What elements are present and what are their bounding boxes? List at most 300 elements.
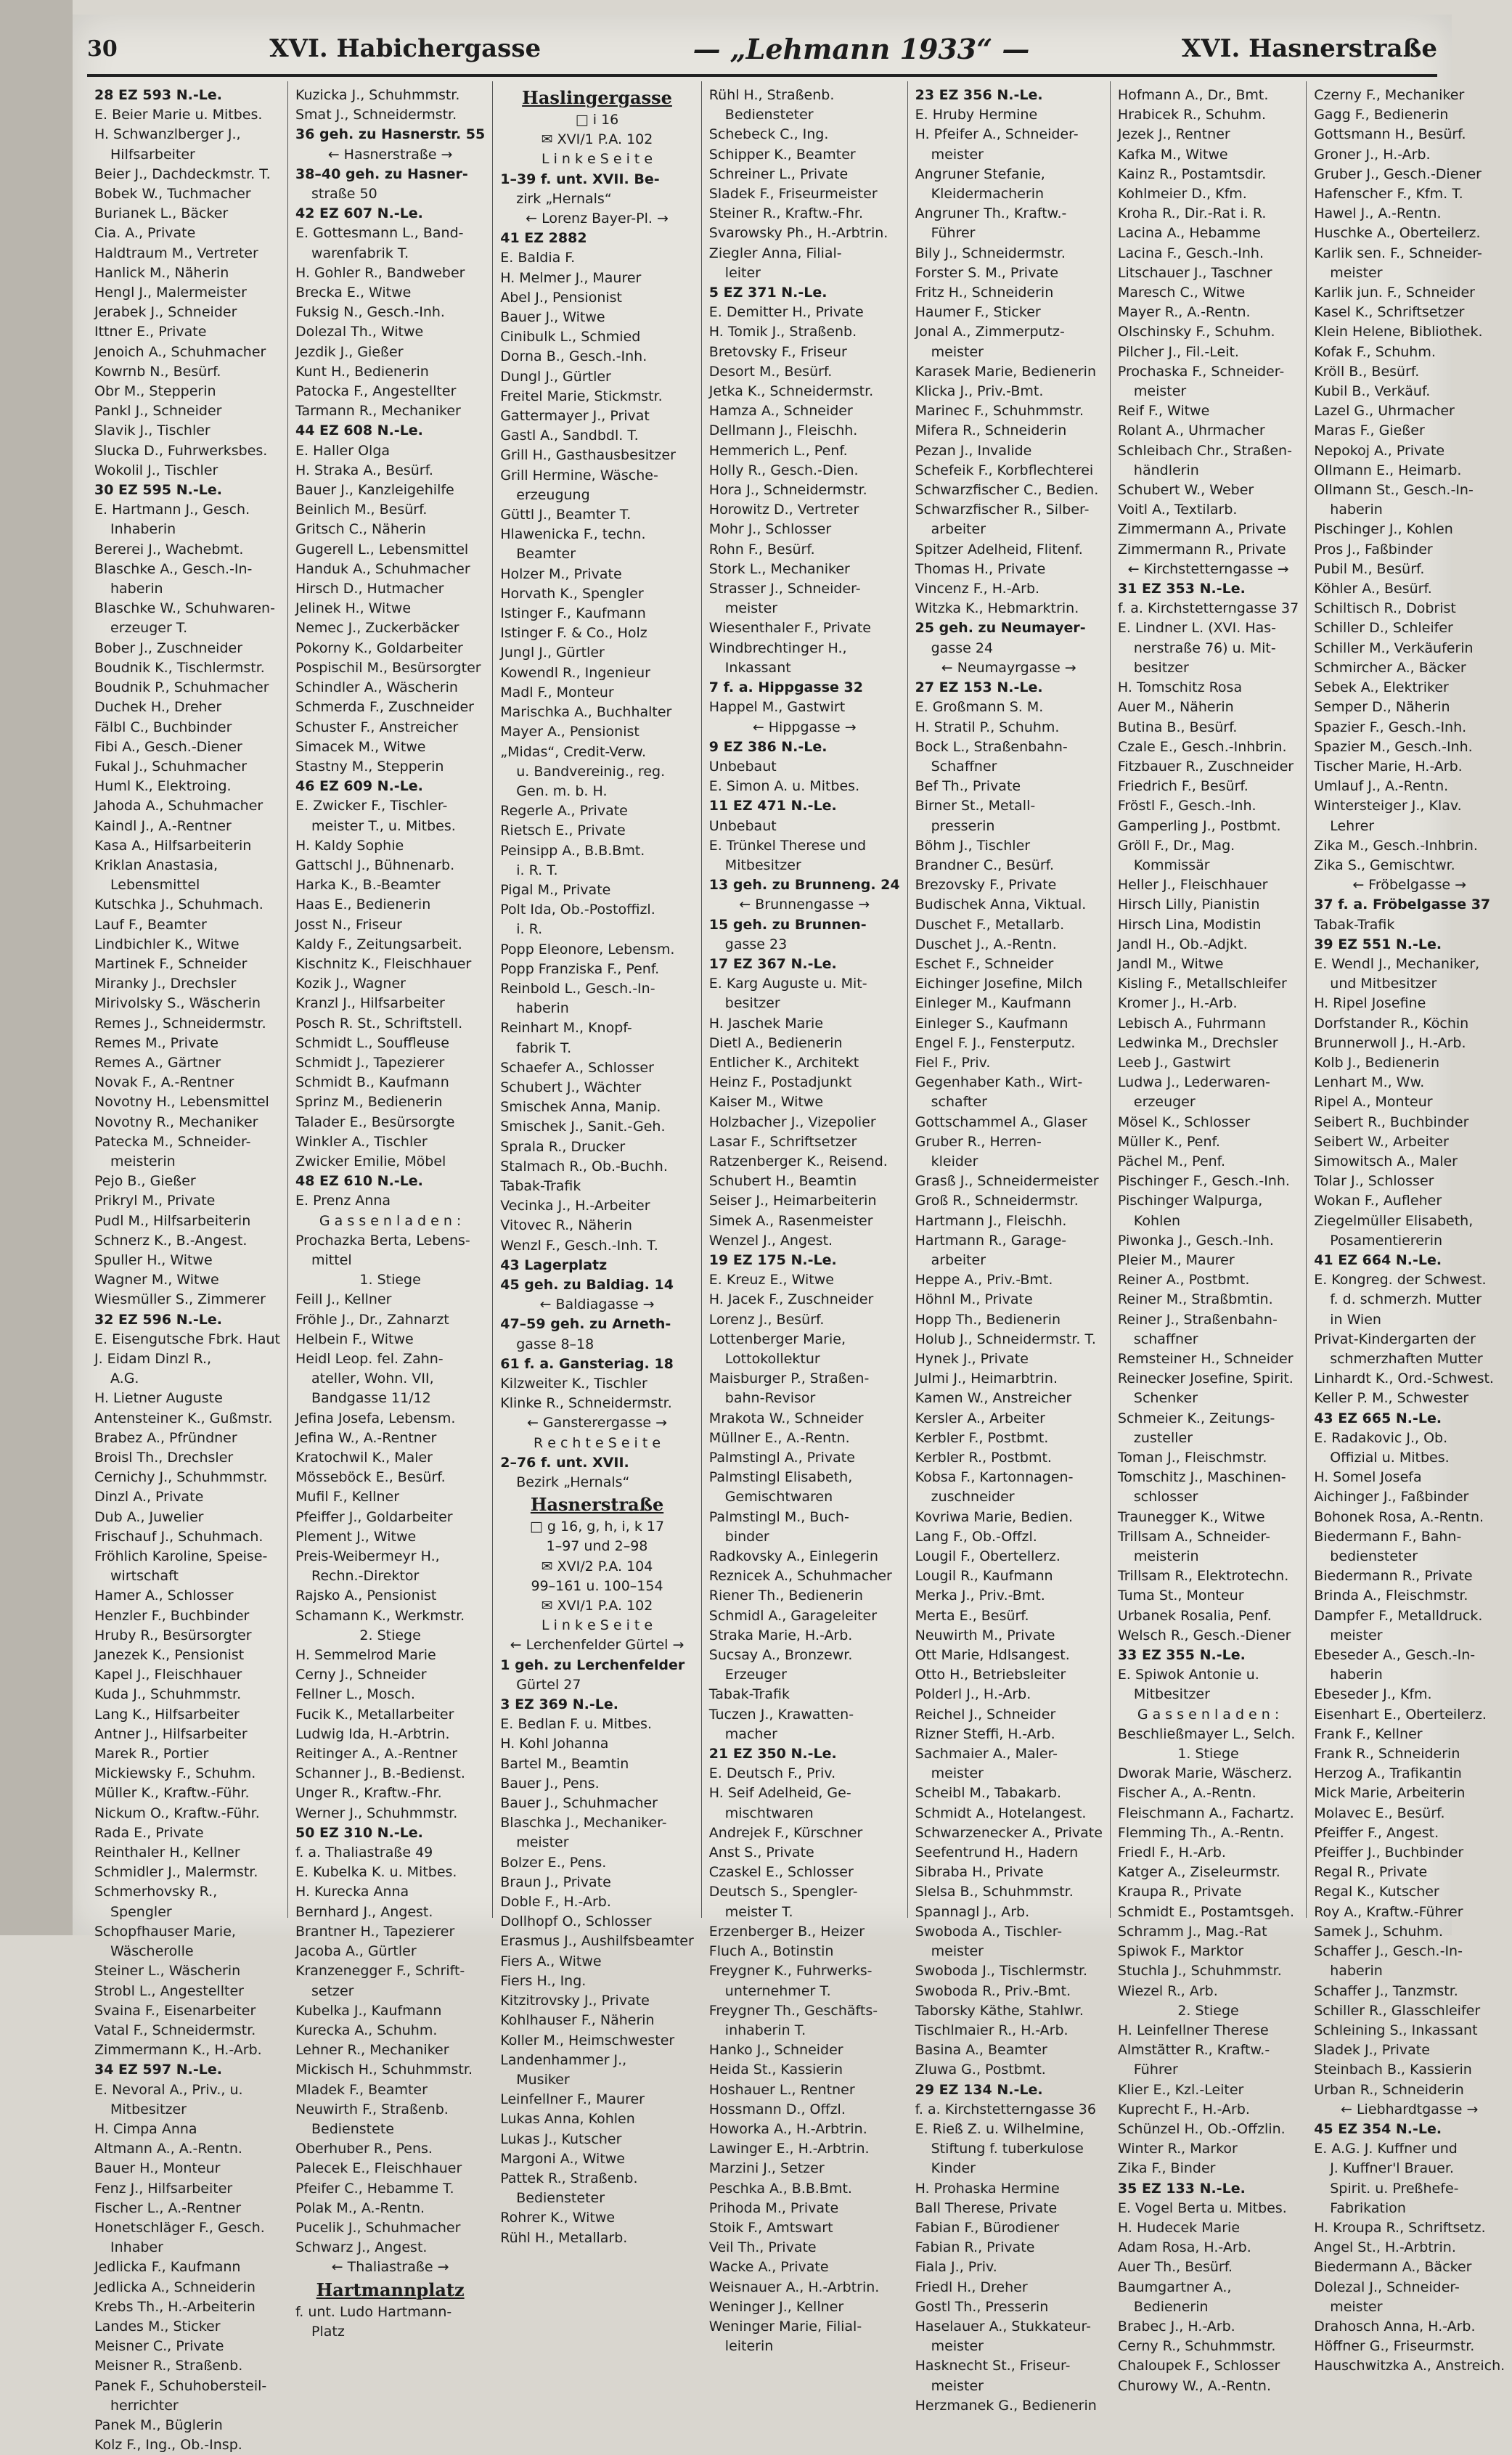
directory-entry: Biedermann A., Bäcker xyxy=(1314,2259,1472,2276)
house-number-entry: 46 EZ 609 N.-Le. xyxy=(295,778,423,795)
directory-entry: Spiwok F., Marktor xyxy=(1117,1943,1244,1960)
directory-entry: H. Stratil P., Schuhm. xyxy=(915,719,1060,735)
directory-entry: Jefina Josefa, Lebensm. xyxy=(295,1410,456,1426)
directory-entry: Mifera R., Schneiderin xyxy=(915,422,1067,439)
directory-entry: Beinlich M., Besürf. xyxy=(295,502,428,518)
directory-entry: Mick Marie, Arbeiterin xyxy=(1314,1785,1466,1802)
house-number-entry: 39 EZ 551 N.-Le. xyxy=(1314,936,1442,952)
directory-entry: Boudnik P., Schuhmacher xyxy=(94,679,269,696)
directory-entry: Kunt H., Bedienerin xyxy=(295,363,429,380)
directory-entry: zusteller xyxy=(1133,1429,1193,1446)
house-number-entry: 61 f. a. Gansteriag. 18 xyxy=(500,1355,674,1372)
house-number-entry: 9 EZ 386 N.-Le. xyxy=(708,738,827,755)
directory-entry: meister xyxy=(1330,264,1383,281)
directory-entry: meister xyxy=(931,1943,984,1960)
directory-entry: Brabec J., H.-Arb. xyxy=(1117,2318,1235,2335)
directory-entry: Führer xyxy=(931,225,976,242)
directory-entry: Hrabicek R., Schuhm. xyxy=(1117,107,1266,123)
left-running-title: XVI. Habichergasse xyxy=(269,34,542,63)
directory-entry: Merka J., Priv.-Bmt. xyxy=(915,1588,1045,1604)
section-label: ← Fröbelgasse → xyxy=(1352,877,1467,894)
directory-entry: Lasar F., Schriftsetzer xyxy=(708,1133,857,1150)
directory-entry: Butina B., Besürf. xyxy=(1117,719,1238,735)
directory-entry: Bobek W., Tuchmacher xyxy=(94,186,251,203)
directory-entry: Stoik F., Amtswart xyxy=(708,2219,833,2236)
directory-entry: Rühl H., Straßenb. xyxy=(708,87,835,103)
directory-entry: Reitinger A., A.-Rentner xyxy=(295,1746,458,1762)
directory-entry: Fiala J., Priv. xyxy=(915,2259,997,2276)
directory-entry: E. Demitter H., Private xyxy=(708,304,864,321)
directory-entry: Fröstl F., Gesch.-Inh. xyxy=(1117,798,1256,814)
section-label: G a s s e n l a d e n : xyxy=(319,1212,462,1229)
directory-entry: Deutsch S., Spengler- xyxy=(708,1884,858,1900)
directory-entry: E. Vogel Berta u. Mitbes. xyxy=(1117,2199,1287,2216)
directory-entry: arbeiter xyxy=(931,521,986,538)
directory-column xyxy=(908,81,1111,2414)
directory-entry: Patecka M., Schneider- xyxy=(94,1133,251,1150)
section-label: ← Gansterergasse → xyxy=(526,1415,668,1431)
directory-entry: Tabak-Trafik xyxy=(708,1686,790,1703)
directory-entry: Budischek Anna, Viktual. xyxy=(915,896,1087,913)
directory-entry: Bedienstete xyxy=(311,2120,394,2137)
directory-entry: E. Hruby Hermine xyxy=(915,107,1038,123)
directory-entry: Vecinka J., H.-Arbeiter xyxy=(500,1198,650,1214)
directory-entry: Rajsko A., Pensionist xyxy=(295,1588,437,1604)
directory-entry: f. d. schmerzh. Mutter xyxy=(1330,1291,1482,1308)
directory-entry: Fabian R., Private xyxy=(915,2239,1035,2256)
house-number-entry: 1–39 f. unt. XVII. Be- xyxy=(500,171,660,187)
directory-entry: Wiezel R., Arb. xyxy=(1117,1982,1218,1999)
directory-entry: Schreiner L., Private xyxy=(708,166,849,182)
house-number-entry: 42 EZ 607 N.-Le. xyxy=(295,205,423,222)
directory-entry: Prochazka Berta, Lebens- xyxy=(295,1232,470,1249)
directory-entry: Fellner L., Mosch. xyxy=(295,1686,415,1703)
directory-entry: Anst S., Private xyxy=(708,1845,814,1861)
directory-entry: Zika S., Gemischtwr. xyxy=(1314,857,1455,873)
directory-entry: Kranzl J., Hilfsarbeiter xyxy=(295,995,445,1012)
directory-entry: H. Kohl Johanna xyxy=(500,1736,609,1752)
directory-entry: E. Zwicker F., Tischler- xyxy=(295,798,448,814)
directory-entry: Ebeseder J., Kfm. xyxy=(1314,1686,1432,1703)
house-number-entry: 19 EZ 175 N.-Le. xyxy=(708,1251,837,1268)
directory-entry: Müller K., Penf. xyxy=(1117,1133,1220,1150)
directory-entry: Leinfellner F., Maurer xyxy=(500,2091,645,2108)
directory-entry: Smischek J., Sanit.-Geh. xyxy=(500,1119,666,1135)
directory-entry: Thomas H., Private xyxy=(915,560,1046,577)
directory-entry: Pattek R., Straßenb. xyxy=(500,2170,638,2186)
directory-entry: H. Somel Josefa xyxy=(1314,1469,1422,1486)
directory-entry: Nickum O., Kraftw.-Führ. xyxy=(94,1805,260,1821)
directory-entry: Hawel J., A.-Rentn. xyxy=(1314,205,1442,222)
directory-entry: Gritsch C., Näherin xyxy=(295,521,426,538)
directory-entry: Ittner E., Private xyxy=(94,324,207,340)
directory-entry: Sibraba H., Private xyxy=(915,1864,1044,1881)
directory-entry: Schubert J., Wächter xyxy=(500,1079,642,1095)
directory-entry: Drahosch Anna, H.-Arb. xyxy=(1314,2318,1476,2335)
directory-entry: Rietsch E., Private xyxy=(500,822,626,839)
directory-entry: Vitovec R., Näherin xyxy=(500,1217,632,1234)
directory-entry: Horvath K., Spengler xyxy=(500,585,644,602)
section-label: 2. Stiege xyxy=(1177,2002,1239,2019)
directory-entry: Kilzweiter K., Tischler xyxy=(500,1376,647,1392)
directory-entry: Schefeik F., Korbflechterei xyxy=(915,462,1094,478)
directory-entry: gasse 8–18 xyxy=(516,1336,594,1352)
directory-entry: Vincenz F., H.-Arb. xyxy=(915,581,1040,597)
directory-entry: Dorna B., Gesch.-Inh. xyxy=(500,348,647,365)
directory-entry: Heinz F., Postadjunkt xyxy=(708,1074,852,1091)
directory-entry: Weninger Marie, Filial- xyxy=(708,2318,862,2335)
directory-entry: Pischinger F., Gesch.-Inh. xyxy=(1117,1173,1290,1190)
directory-entry: Bernhard J., Angest. xyxy=(295,1903,433,1920)
directory-entry: Lacina F., Gesch.-Inh. xyxy=(1117,245,1264,261)
directory-entry: Frank F., Kellner xyxy=(1314,1725,1423,1742)
directory-entry: Landes M., Sticker xyxy=(94,2318,221,2335)
directory-entry: Lauf F., Beamter xyxy=(94,916,207,933)
directory-entry: Rohrer K., Witwe xyxy=(500,2210,616,2226)
directory-entry: Dellmann J., Fleischh. xyxy=(708,422,858,439)
directory-entry: Swoboda A., Tischler- xyxy=(915,1923,1063,1940)
directory-entry: H. Tomschitz Rosa xyxy=(1117,679,1243,696)
directory-entry: Haumer F., Sticker xyxy=(915,304,1041,321)
directory-entry: Einleger S., Kaufmann xyxy=(915,1015,1068,1032)
directory-entry: Schipper K., Beamter xyxy=(708,146,856,163)
directory-entry: Simowitsch A., Maler xyxy=(1314,1153,1458,1169)
directory-entry: Rizner Steffi, H.-Arb. xyxy=(915,1725,1055,1742)
directory-entry: E. Hartmann J., Gesch. xyxy=(94,502,250,518)
directory-entry: Palmstingl A., Private xyxy=(708,1450,855,1466)
house-number-entry: 44 EZ 608 N.-Le. xyxy=(295,422,423,439)
directory-entry: Hirsch Lilly, Pianistin xyxy=(1117,896,1260,913)
directory-entry: Freitel Marie, Stickmstr. xyxy=(500,388,663,404)
directory-entry: H. Jacek F., Zuschneider xyxy=(708,1291,874,1308)
directory-entry: Ollmann St., Gesch.-In- xyxy=(1314,482,1474,499)
directory-entry: Eisenhart E., Oberteilerz. xyxy=(1314,1706,1487,1723)
directory-entry: Reiner M., Straßbmtin. xyxy=(1117,1291,1273,1308)
directory-entry: Duschet J., A.-Rentn. xyxy=(915,936,1057,952)
directory-entry: Jefina W., A.-Rentner xyxy=(295,1429,437,1446)
directory-entry: Kohlhauser F., Näherin xyxy=(500,2012,655,2029)
directory-entry: Bauer J., Witwe xyxy=(500,309,605,326)
directory-entry: Slucka D., Fuhrwerksbes. xyxy=(94,442,268,459)
directory-entry: Bef Th., Private xyxy=(915,778,1021,795)
directory-entry: Schaffner xyxy=(931,758,997,775)
directory-entry: Kobsa F., Kartonnagen- xyxy=(915,1469,1074,1486)
directory-entry: Honetschläger F., Gesch. xyxy=(94,2219,265,2236)
directory-entry: J. Eidam Dinzl R., xyxy=(94,1351,212,1367)
directory-entry: Nepokoj A., Private xyxy=(1314,442,1445,459)
directory-entry: Eichinger Josefine, Milch xyxy=(915,976,1083,992)
directory-entry: „Midas“, Credit-Verw. xyxy=(500,743,647,760)
directory-entry: Jandl M., Witwe xyxy=(1117,955,1224,972)
directory-entry: Kaldy F., Zeitungsarbeit. xyxy=(295,936,462,952)
directory-entry: Lehner R., Mechaniker xyxy=(295,2042,449,2059)
directory-entry: Bedienerin xyxy=(1133,2298,1209,2315)
directory-entry: Smat J., Schneidermstr. xyxy=(295,107,457,123)
directory-entry: Zimmermann A., Private xyxy=(1117,521,1286,538)
directory-entry: Schiller D., Schleifer xyxy=(1314,620,1453,637)
directory-entry: Braun J., Private xyxy=(500,1874,611,1890)
section-label: ← Baldiagasse → xyxy=(539,1296,655,1313)
directory-entry: Swoboda R., Priv.-Bmt. xyxy=(915,1982,1071,1999)
directory-entry: Gegenhaber Kath., Wirt- xyxy=(915,1074,1083,1091)
directory-entry: Ziegler Anna, Filial- xyxy=(708,245,842,261)
directory-entry: Hynek J., Private xyxy=(915,1351,1029,1367)
directory-entry: meister xyxy=(931,343,984,360)
directory-entry: Kafka M., Witwe xyxy=(1117,146,1228,163)
directory-entry: H. Cimpa Anna xyxy=(94,2120,197,2137)
directory-entry: Fischer L., A.-Rentner xyxy=(94,2199,242,2216)
section-label: □ g 16, g, h, i, k 17 xyxy=(529,1519,665,1535)
directory-entry: Mayer R., A.-Rentn. xyxy=(1117,304,1251,321)
directory-entry: Karasek Marie, Bedienerin xyxy=(915,363,1096,380)
directory-entry: Hora J., Schneidermstr. xyxy=(708,482,867,499)
directory-entry: Miranky J., Drechsler xyxy=(94,976,237,992)
directory-entry: Kuda J., Schuhmmstr. xyxy=(94,1686,242,1703)
directory-entry: Burianek L., Bäcker xyxy=(94,205,229,222)
directory-entry: Tolar J., Schlosser xyxy=(1314,1173,1434,1190)
directory-entry: Schiller M., Verkäuferin xyxy=(1314,640,1474,656)
directory-entry: Simek A., Rasenmeister xyxy=(708,1212,873,1229)
directory-entry: mittel xyxy=(311,1251,352,1268)
house-number-entry: 27 EZ 153 N.-Le. xyxy=(915,679,1043,696)
directory-entry: Spazier M., Gesch.-Inh. xyxy=(1314,738,1473,755)
directory-entry: Spannagl J., Arb. xyxy=(915,1903,1030,1920)
directory-entry: Heida St., Kassierin xyxy=(708,2062,843,2078)
directory-entry: Peschka A., B.B.Bmt. xyxy=(708,2180,852,2197)
directory-entry: Pfeiffer J., Goldarbeiter xyxy=(295,1508,453,1525)
directory-entry: Lawinger E., H.-Arbtrin. xyxy=(708,2141,870,2157)
directory-entry: Katger A., Ziseleurmstr. xyxy=(1117,1864,1280,1881)
directory-entry: Hartmann R., Garage- xyxy=(915,1232,1067,1249)
house-number-entry: 32 EZ 596 N.-Le. xyxy=(94,1311,222,1328)
directory-entry: Kersler A., Arbeiter xyxy=(915,1410,1045,1426)
directory-entry: Ledwinka M., Drechsler xyxy=(1117,1034,1278,1051)
directory-entry: Regal K., Kutscher xyxy=(1314,1884,1439,1900)
house-number-entry: 34 EZ 597 N.-Le. xyxy=(94,2062,222,2078)
directory-entry: Fabrikation xyxy=(1330,2199,1406,2216)
directory-entry: Steinbach B., Kassierin xyxy=(1314,2062,1472,2078)
directory-entry: Gen. m. b. H. xyxy=(516,783,608,799)
directory-entry: Remes A., Gärtner xyxy=(94,1054,221,1071)
directory-entry: Martinek F., Schneider xyxy=(94,955,248,972)
directory-entry: Kolz F., Ing., Ob.-Insp. xyxy=(94,2437,242,2454)
directory-entry: Mickisch H., Schuhmmstr. xyxy=(295,2062,473,2078)
directory-entry: Hossmann D., Offzl. xyxy=(708,2101,846,2117)
directory-entry: Bauer H., Monteur xyxy=(94,2160,221,2177)
directory-entry: Keller P. M., Schwester xyxy=(1314,1390,1469,1407)
directory-entry: Unbebaut xyxy=(708,817,777,834)
directory-entry: Winkler A., Tischler xyxy=(295,1133,428,1150)
directory-entry: Mickiewsky F., Schuhm. xyxy=(94,1765,256,1782)
directory-entry: bediensteter xyxy=(1330,1548,1418,1565)
directory-entry: Wäscherolle xyxy=(110,1943,194,1960)
directory-entry: Grasß J., Schneidermeister xyxy=(915,1173,1099,1190)
directory-entry: Reinthaler H., Kellner xyxy=(94,1845,240,1861)
directory-entry: Schaffer J., Tanzmstr. xyxy=(1314,1982,1458,1999)
directory-entry: f. a. Kirchstetterngasse 37 xyxy=(1117,600,1299,617)
directory-entry: Pokorny K., Goldarbeiter xyxy=(295,640,463,656)
directory-entry: Schaffer J., Gesch.-In- xyxy=(1314,1943,1463,1960)
directory-entry: Linhardt K., Ord.-Schwest. xyxy=(1314,1371,1494,1387)
directory-entry: meister xyxy=(931,146,984,163)
directory-entry: Kerbler F., Postbmt. xyxy=(915,1429,1049,1446)
directory-entry: warenfabrik T. xyxy=(311,245,409,261)
section-label: ✉ XVI/2 P.A. 104 xyxy=(541,1558,653,1574)
directory-entry: Roy A., Kraftw.-Führer xyxy=(1314,1903,1463,1920)
directory-entry: Ratzenberger K., Reisend. xyxy=(708,1153,888,1169)
house-number-entry: 15 geh. zu Brunnen- xyxy=(708,916,867,933)
directory-entry: Mitbesitzer xyxy=(1133,1686,1210,1703)
directory-entry: E. Rieß Z. u. Wilhelmine, xyxy=(915,2120,1084,2137)
house-number-entry: 38–40 geh. zu Hasner- xyxy=(295,166,468,182)
directory-entry: Schamann K., Werkmstr. xyxy=(295,1607,465,1624)
directory-entry: Schwarzfischer R., Silber- xyxy=(915,502,1090,518)
directory-entry: Werner J., Schuhmmstr. xyxy=(295,1805,458,1821)
directory-entry: E. Kreuz E., Witwe xyxy=(708,1272,834,1288)
directory-entry: Holub J., Schneidermstr. T. xyxy=(915,1331,1096,1347)
directory-entry: E. Wendl J., Mechaniker, xyxy=(1314,955,1480,972)
directory-entry: Kowendl R., Ingenieur xyxy=(500,664,650,681)
directory-entry: Reif F., Witwe xyxy=(1117,403,1210,420)
directory-entry: Kaindl J., A.-Rentner xyxy=(94,817,232,834)
directory-entry: Chaloupek F., Schlosser xyxy=(1117,2358,1280,2374)
directory-entry: Feill J., Kellner xyxy=(295,1291,392,1308)
directory-entry: haberin xyxy=(110,581,163,597)
directory-entry: H. Tomik J., Straßenb. xyxy=(708,324,857,340)
directory-entry: Howorka A., H.-Arbtrin. xyxy=(708,2120,867,2137)
directory-entry: Grill H., Gasthausbesitzer xyxy=(500,447,676,464)
directory-entry: Pucelik J., Schuhmacher xyxy=(295,2219,461,2236)
directory-entry: E. Lindner L. (XVI. Has- xyxy=(1117,620,1276,637)
directory-entry: besitzer xyxy=(724,995,780,1012)
directory-entry: Schmidl A., Garageleiter xyxy=(708,1607,878,1624)
directory-entry: H. Straka A., Besürf. xyxy=(295,462,433,478)
directory-entry: Sladek J., Private xyxy=(1314,2042,1430,2059)
directory-entry: Blaschka J., Mechaniker- xyxy=(500,1815,667,1831)
directory-entry: H. Seif Adelheid, Ge- xyxy=(708,1785,851,1802)
directory-entry: Ripel A., Monteur xyxy=(1314,1094,1433,1111)
directory-entry: Wacke A., Private xyxy=(708,2259,829,2276)
directory-entry: Gemischtwaren xyxy=(724,1489,833,1506)
directory-entry: Ball Therese, Private xyxy=(915,2199,1058,2216)
directory-entry: Schmidler J., Malermstr. xyxy=(94,1864,258,1881)
directory-column xyxy=(493,81,702,2246)
directory-entry: Brunnerwoll J., H.-Arb. xyxy=(1314,1034,1466,1051)
directory-entry: Pudl M., Hilfsarbeiterin xyxy=(94,1212,251,1229)
directory-entry: gasse 24 xyxy=(931,640,994,656)
directory-entry: Höffner G., Friseurmstr. xyxy=(1314,2338,1475,2355)
directory-entry: Dietl A., Bedienerin xyxy=(708,1034,843,1051)
directory-entry: Hengl J., Malermeister xyxy=(94,285,247,301)
directory-entry: Popp Eleonore, Lebensm. xyxy=(500,941,675,957)
directory-entry: meister xyxy=(1330,2298,1383,2315)
section-label: ✉ XVI/1 P.A. 102 xyxy=(541,131,653,148)
directory-entry: Schanner J., B.-Bedienst. xyxy=(295,1765,465,1782)
directory-entry: Jonal A., Zimmerputz- xyxy=(915,324,1065,340)
directory-entry: ateller, Wohn. VII, xyxy=(311,1371,434,1387)
directory-entry: Prihoda M., Private xyxy=(708,2199,839,2216)
directory-entry: Julmi J., Heimarbtrin. xyxy=(915,1371,1058,1387)
directory-entry: Lebisch A., Fuhrmann xyxy=(1117,1015,1267,1032)
directory-entry: Welsch R., Gesch.-Diener xyxy=(1117,1627,1291,1643)
directory-entry: Zika F., Binder xyxy=(1117,2160,1216,2177)
directory-entry: Polderl J., H.-Arb. xyxy=(915,1686,1031,1703)
directory-entry: Unbebaut xyxy=(708,758,777,775)
directory-entry: Fenz J., Hilfsarbeiter xyxy=(94,2180,233,2197)
directory-entry: schmerzhaften Mutter xyxy=(1330,1351,1483,1367)
directory-column xyxy=(87,81,288,2454)
directory-entry: Stork L., Mechaniker xyxy=(708,560,850,577)
directory-entry: Vatal F., Schneidermstr. xyxy=(94,2022,256,2038)
directory-entry: Trillsam A., Schneider- xyxy=(1117,1528,1271,1545)
directory-entry: macher xyxy=(724,1725,777,1742)
directory-entry: H. Pfeifer A., Schneider- xyxy=(915,126,1079,143)
directory-entry: Talader E., Besürsorgte xyxy=(295,1114,455,1130)
directory-entry: Platz xyxy=(311,2323,345,2340)
directory-entry: Grill Hermine, Wäsche- xyxy=(500,467,658,483)
section-label: ← Brunnengasse → xyxy=(739,896,870,913)
directory-entry: Almstätter R., Kraftw.- xyxy=(1117,2042,1270,2059)
house-number-entry: 7 f. a. Hippgasse 32 xyxy=(708,679,863,696)
directory-entry: Beschließmayer L., Selch. xyxy=(1117,1725,1296,1742)
directory-entry: herrichter xyxy=(110,2397,179,2414)
directory-entry: Lukas J., Kutscher xyxy=(500,2131,622,2147)
directory-entry: Seiser J., Heimarbeiterin xyxy=(708,1193,877,1209)
directory-entry: Holzer M., Private xyxy=(500,565,622,582)
directory-entry: Kinder xyxy=(931,2160,976,2177)
directory-entry: Cinibulk L., Schmied xyxy=(500,329,641,346)
directory-entry: Istinger F., Kaufmann xyxy=(500,605,646,622)
street-heading: Hasnerstraße xyxy=(530,1494,664,1516)
section-label: 2. Stiege xyxy=(359,1627,421,1643)
directory-entry: Marischka A., Buchhalter xyxy=(500,704,672,721)
directory-entry: Straka Marie, H.-Arb. xyxy=(708,1627,853,1643)
directory-entry: Mirivolsky S., Wäscherin xyxy=(94,995,261,1012)
directory-entry: H. Leinfellner Therese xyxy=(1117,2022,1269,2038)
directory-entry: Kohlmeier D., Kfm. xyxy=(1117,186,1247,203)
directory-entry: Pischinger Walpurga, xyxy=(1117,1193,1263,1209)
directory-entry: Kovriwa Marie, Bedien. xyxy=(915,1508,1074,1525)
directory-entry: Bober J., Zuschneider xyxy=(94,640,242,656)
directory-entry: Hamer A., Schlosser xyxy=(94,1588,234,1604)
directory-entry: Reichel J., Schneider xyxy=(915,1706,1056,1723)
section-label: 99–161 u. 100–154 xyxy=(531,1577,663,1594)
directory-entry: Hilfsarbeiter xyxy=(110,146,195,163)
directory-entry: Unger R., Kraftw.-Fhr. xyxy=(295,1785,442,1802)
directory-entry: E. A.G. J. Kuffner und xyxy=(1314,2141,1458,2157)
directory-entry: Jerabek J., Schneider xyxy=(94,304,237,321)
directory-entry: E. Radakovic J., Ob. xyxy=(1314,1429,1448,1446)
directory-entry: Kamen W., Anstreicher xyxy=(915,1390,1072,1407)
directory-entry: Blaschke W., Schuhwaren- xyxy=(94,600,275,617)
directory-entry: Baumgartner A., xyxy=(1117,2279,1232,2295)
directory-entry: Böhm J., Tischler xyxy=(915,837,1031,854)
directory-entry: straße 50 xyxy=(311,186,377,203)
house-number-entry: 25 geh. zu Neumayer- xyxy=(915,620,1086,637)
directory-entry: Tuczen J., Krawatten- xyxy=(708,1706,854,1723)
directory-entry: Rechn.-Direktor xyxy=(311,1568,420,1585)
directory-entry: Slavik J., Tischler xyxy=(94,422,211,439)
directory-entry: Schünzel H., Ob.-Offzlin. xyxy=(1117,2120,1286,2137)
directory-entry: Sebek A., Elektriker xyxy=(1314,679,1449,696)
directory-entry: Kasa A., Hilfsarbeiterin xyxy=(94,837,252,854)
house-number-entry: 45 EZ 354 N.-Le. xyxy=(1314,2120,1442,2137)
directory-entry: f. unt. Ludo Hartmann- xyxy=(295,2303,452,2320)
directory-entry: Eschet F., Schneider xyxy=(915,955,1054,972)
directory-entry: Schnerz K., B.-Angest. xyxy=(94,1232,248,1249)
directory-entry: Meisner R., Straßenb. xyxy=(94,2358,243,2374)
directory-columns xyxy=(87,81,1505,2454)
